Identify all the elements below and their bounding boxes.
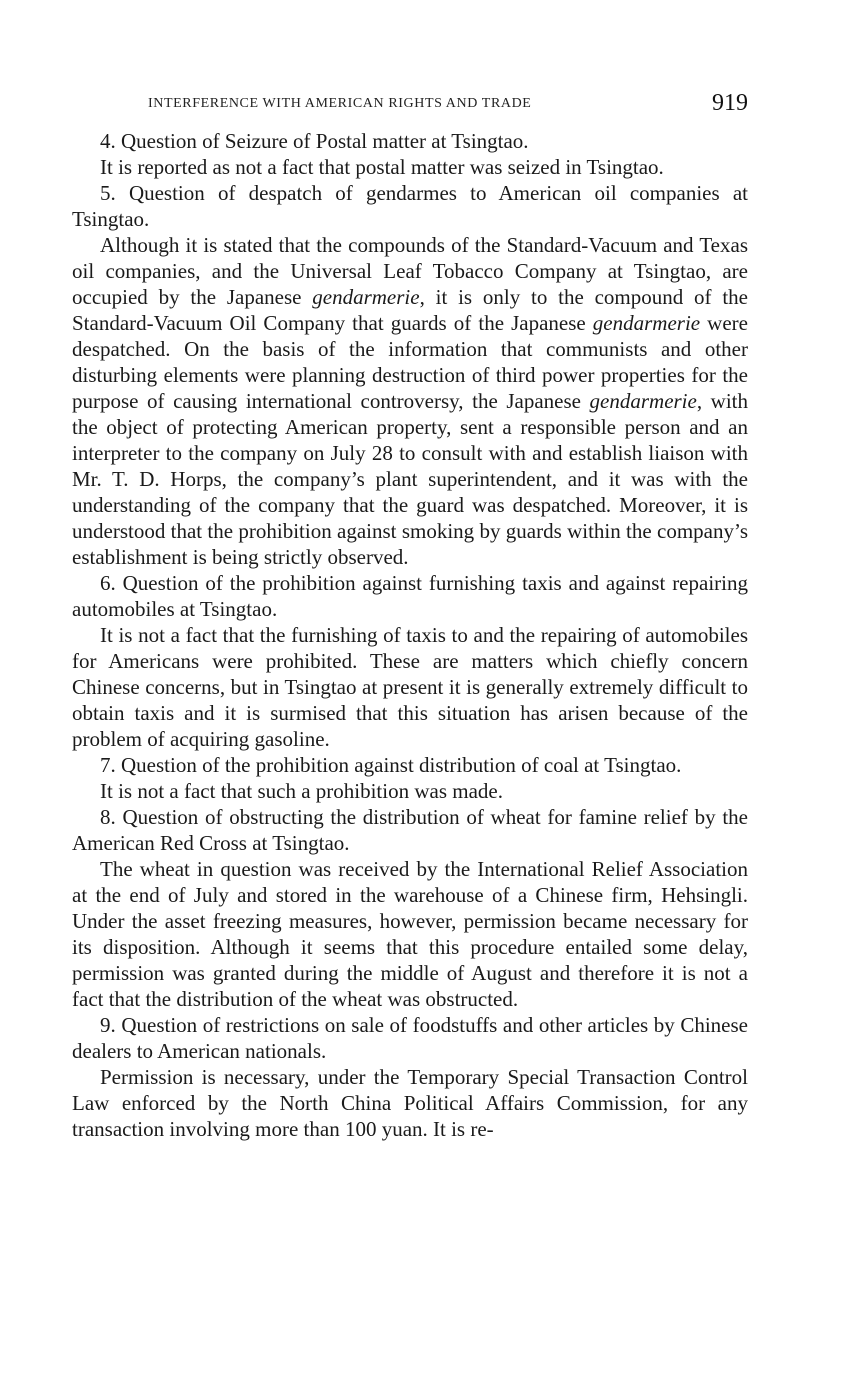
answer-paragraph-7 bbox=[72, 778, 748, 804]
paragraph-text: , with the object of protecting American property, sent a responsible person and an interpreter to the company on July 28 to consult with and establish liaison with Mr. T. D. Horps, the company’s plant superintendent, and it was with the understanding of the company that the guard was despatched. Moreover, it is understood that the prohibition against smoking by guards within the company’s establishment is being strictly observed. bbox=[72, 389, 748, 569]
answer-paragraph-5 bbox=[72, 232, 748, 570]
italic-term: gendarmerie bbox=[312, 285, 420, 309]
paragraph-text: It is not a fact that such a prohibition was made. bbox=[100, 779, 503, 803]
answer-paragraph-9 bbox=[72, 1064, 748, 1142]
document-body bbox=[72, 128, 748, 1142]
document-page bbox=[72, 90, 748, 1142]
paragraph-text: It is reported as not a fact that postal matter was seized in Tsingtao. bbox=[100, 155, 664, 179]
paragraph-text: 4. Question of Seizure of Postal matter at Tsingtao. bbox=[100, 129, 529, 153]
question-heading-9 bbox=[72, 1012, 748, 1064]
paragraph-text: The wheat in question was received by the International Relief Association at the end of July and stored in the warehouse of a Chinese firm, Hehsingli. Under the asset freezing measures, however, permission became necessary for its disposition. Although it seems that this procedure entailed some delay, permission was granted during the middle of August and therefore it is not a fact that the distribution of the wheat was obstructed. bbox=[72, 857, 748, 1011]
answer-paragraph-4 bbox=[72, 154, 748, 180]
question-heading-4 bbox=[72, 128, 748, 154]
running-title: INTERFERENCE WITH AMERICAN RIGHTS AND TRADE bbox=[148, 96, 532, 111]
question-heading-8 bbox=[72, 804, 748, 856]
paragraph-text: 6. Question of the prohibition against furnishing taxis and against repairing automobiles at Tsingtao. bbox=[72, 571, 748, 621]
paragraph-text: 7. Question of the prohibition against distribution of coal at Tsingtao. bbox=[100, 753, 682, 777]
paragraph-text: Although it is stated that the compounds of the Standard-Vacuum and Texas oil companies, and the Universal Leaf Tobacco Company at Tsingtao, are occupied by the Japanese bbox=[72, 233, 748, 309]
paragraph-text: 9. Question of restrictions on sale of foodstuffs and other articles by Chinese dealers to American nationals. bbox=[72, 1013, 748, 1063]
paragraph-text: , it is only to the compound of the Standard-Vacuum Oil Company that guards of the Japanese bbox=[72, 285, 748, 335]
page-number: 919 bbox=[712, 90, 748, 116]
page-header bbox=[72, 90, 748, 128]
paragraph-text: 5. Question of despatch of gendarmes to American oil companies at Tsingtao. bbox=[72, 181, 748, 231]
answer-paragraph-8 bbox=[72, 856, 748, 1012]
question-heading-7 bbox=[72, 752, 748, 778]
italic-term: gendarmerie bbox=[589, 389, 697, 413]
italic-term: gendarmerie bbox=[592, 311, 701, 335]
paragraph-text: Permission is necessary, under the Temporary Special Transaction Control Law enforced by the North China Political Affairs Commission, for any transaction involving more than 100 yuan. It is re- bbox=[72, 1065, 748, 1141]
paragraph-text: were despatched. On the basis of the information that communists and other disturbing elements were planning destruction of third power properties for the purpose of causing international controversy, the Japanese bbox=[72, 311, 748, 413]
paragraph-text: 8. Question of obstructing the distribution of wheat for famine relief by the American Red Cross at Tsingtao. bbox=[72, 805, 748, 855]
answer-paragraph-6 bbox=[72, 622, 748, 752]
question-heading-5 bbox=[72, 180, 748, 232]
paragraph-text: It is not a fact that the furnishing of taxis to and the repairing of automobiles for Americans were prohibited. These are matters which chiefly concern Chinese concerns, but in Tsingtao at present it is generally extremely difficult to obtain taxis and it is surmised that this situation has arisen because of the problem of acquiring gasoline. bbox=[72, 623, 748, 751]
question-heading-6 bbox=[72, 570, 748, 622]
